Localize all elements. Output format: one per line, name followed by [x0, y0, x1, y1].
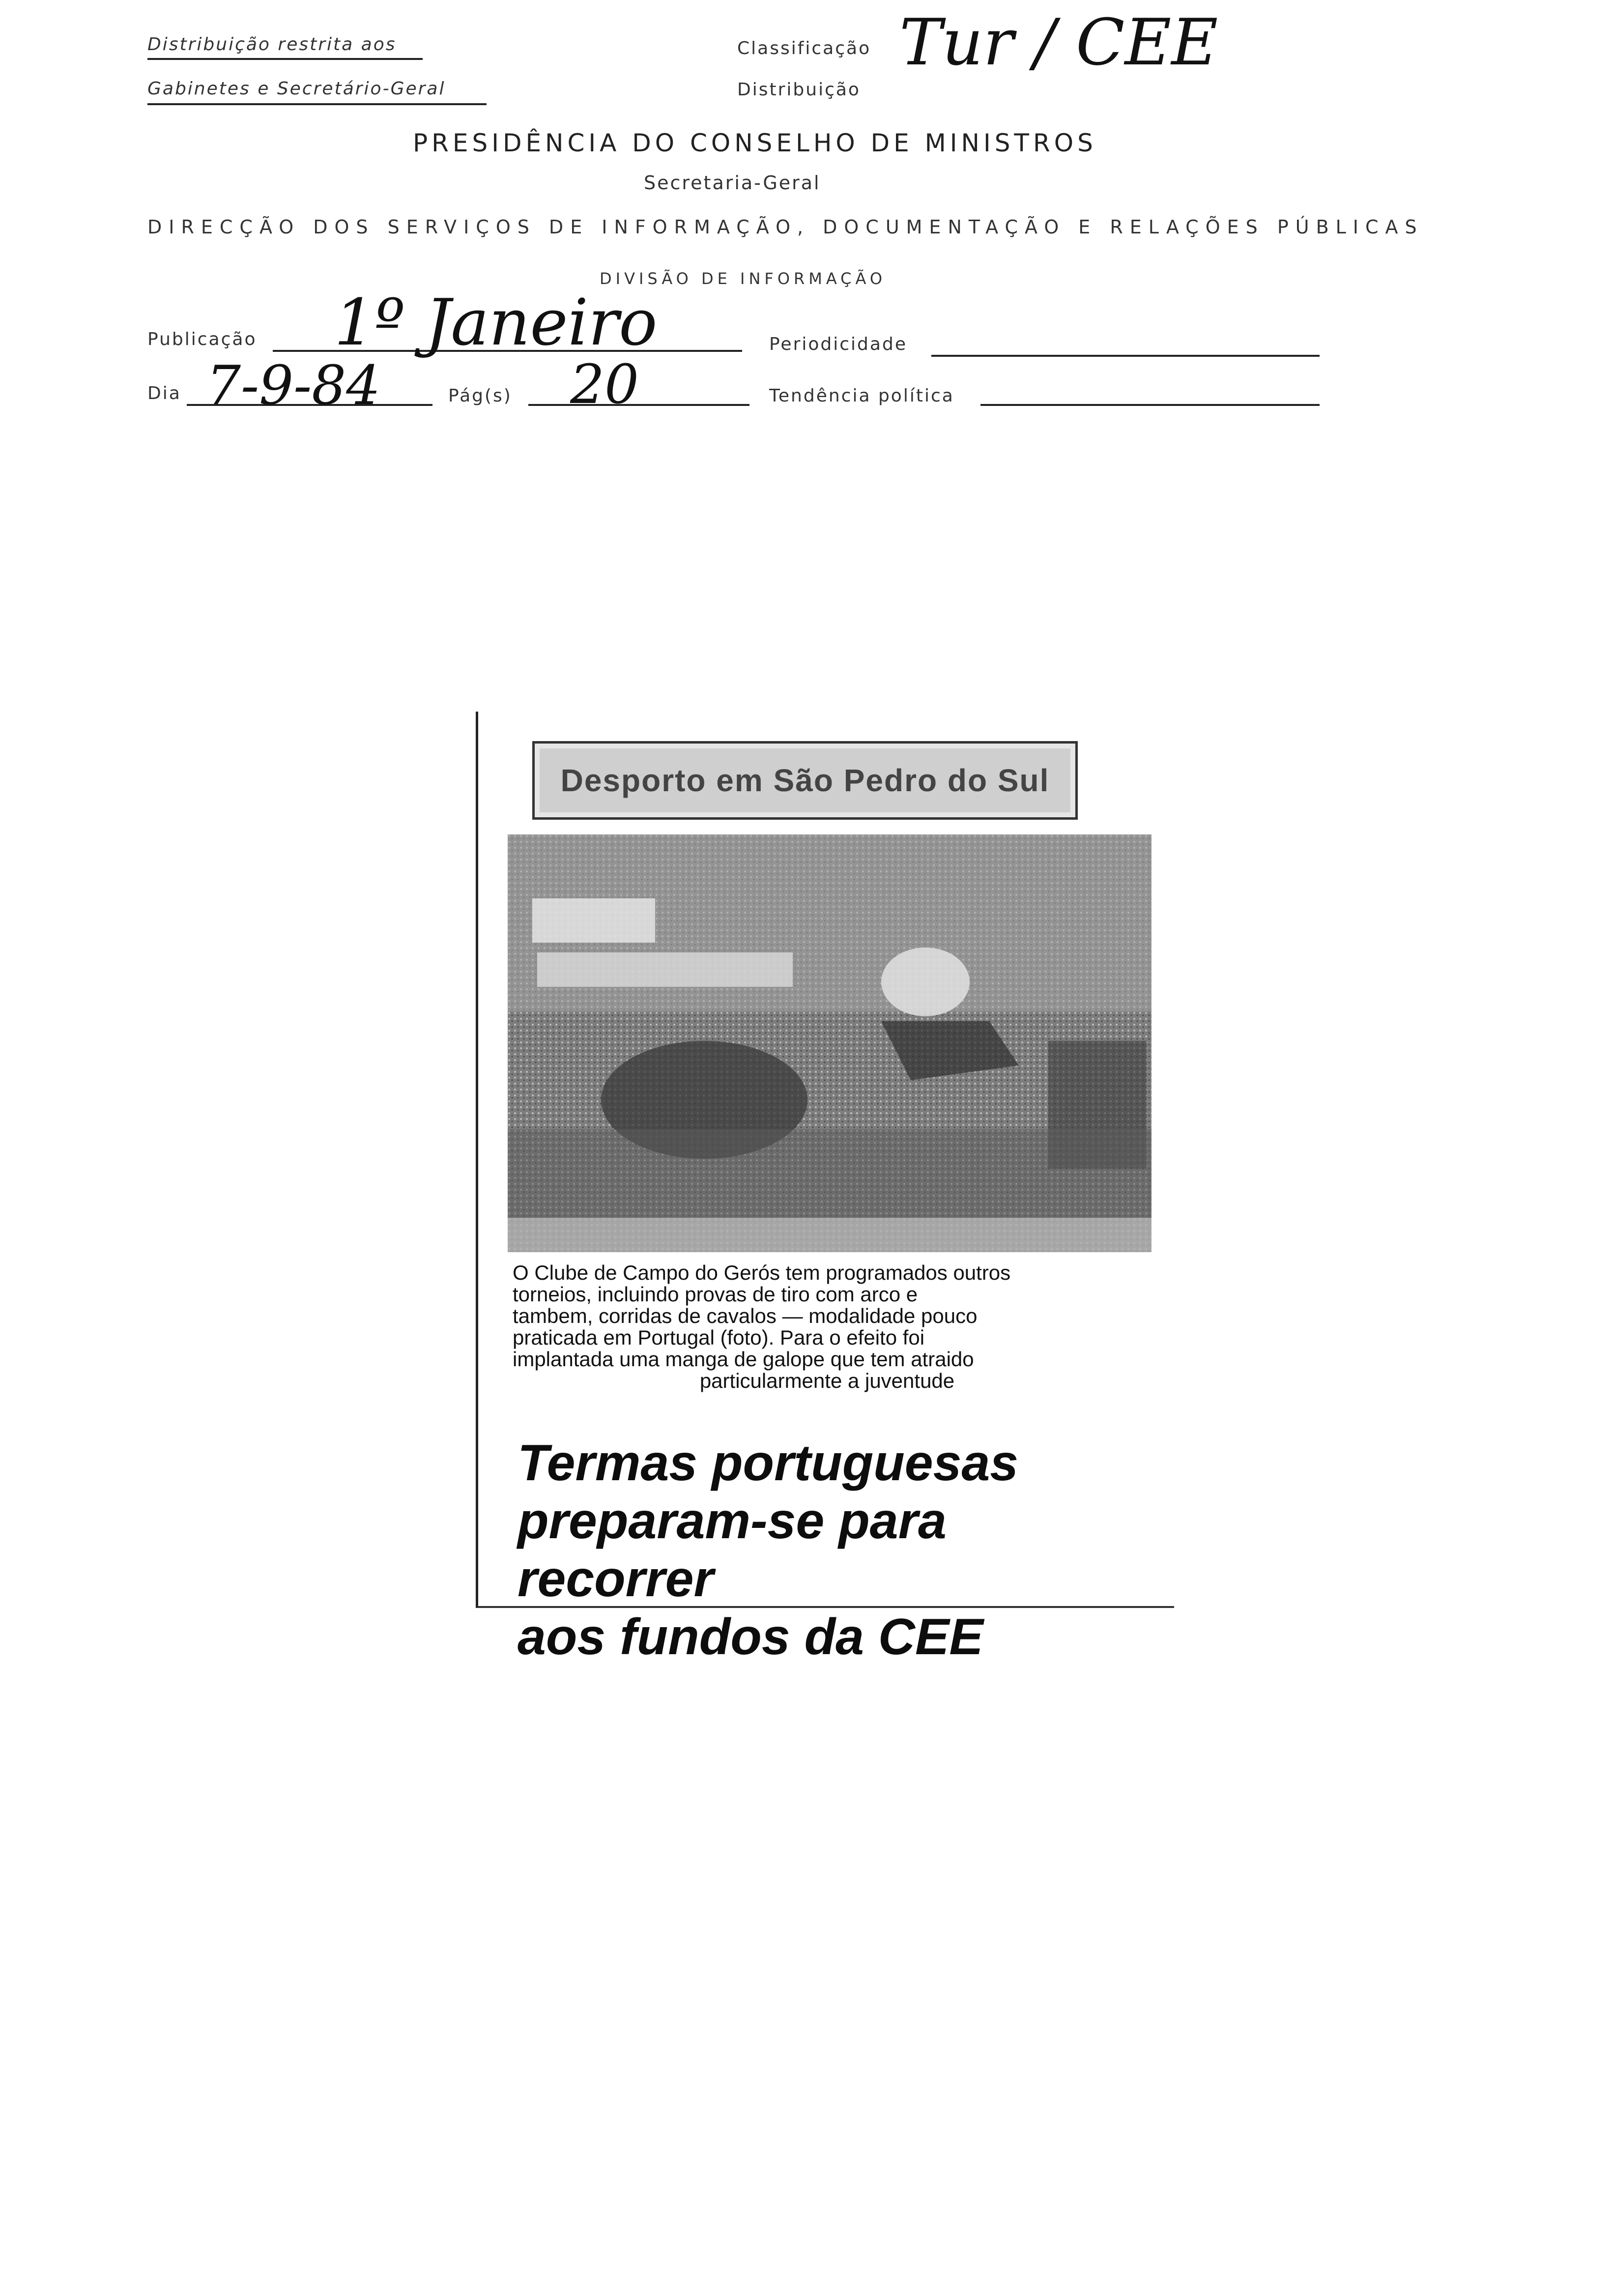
- caption-line: implantada uma manga de galope que tem atraido: [513, 1348, 974, 1371]
- direction-title: DIRECÇÃO DOS SERVIÇOS DE INFORMAÇÃO, DOCUMENTAÇÃO E RELAÇÕES PÚBLICAS: [147, 216, 1424, 238]
- headline-line: preparam-se para recorrer: [518, 1492, 947, 1607]
- caption-line: torneios, incluindo provas de tiro com arco e: [513, 1283, 918, 1306]
- political-tendency-label: Tendência política: [769, 386, 954, 406]
- pages-label: Pág(s): [448, 386, 512, 406]
- pages-handwritten: 20: [570, 353, 639, 416]
- distribution-underline-2: [147, 103, 487, 105]
- headline-line: Termas portuguesas: [518, 1435, 1019, 1492]
- distribution-restriction-line1: Distribuição restrita aos: [147, 34, 397, 55]
- caption-line: particularmente a juventude: [699, 1369, 955, 1392]
- distribution-label: Distribuição: [737, 80, 861, 100]
- horse-race-photo: [508, 834, 1151, 1252]
- distribution-restriction-line2: Gabinetes e Secretário-Geral: [147, 79, 446, 99]
- section-title-box: [532, 741, 1078, 820]
- caption-line: tambem, corridas de cavalos — modalidade pouco: [513, 1304, 978, 1327]
- pages-underline: [528, 404, 749, 406]
- presidency-title: PRESIDÊNCIA DO CONSELHO DE MINISTROS: [413, 129, 1097, 157]
- caption-line: praticada em Portugal (foto). Para o efeito foi: [513, 1326, 925, 1349]
- distribution-underline-1: [147, 58, 423, 60]
- publication-label: Publicação: [147, 329, 257, 349]
- day-label: Dia: [147, 383, 181, 403]
- periodicity-label: Periodicidade: [769, 334, 907, 354]
- article-headline: [518, 1434, 1156, 1666]
- secretariat-title: Secretaria-Geral: [644, 172, 821, 194]
- photo-caption: [513, 1262, 1142, 1392]
- newspaper-clipping: [476, 712, 1174, 1665]
- headline-line: aos fundos da CEE: [518, 1608, 983, 1665]
- caption-line: O Clube de Campo do Gerós tem programados outros: [513, 1261, 1011, 1284]
- political-tendency-underline: [980, 404, 1320, 406]
- classification-label: Classificação: [737, 38, 871, 58]
- section-title: Desporto em São Pedro do Sul: [560, 763, 1050, 798]
- day-handwritten: 7-9-84: [206, 354, 381, 417]
- periodicity-underline: [931, 355, 1320, 357]
- photo-illustration: [508, 834, 1151, 1252]
- classification-handwritten: Tur / CEE: [899, 5, 1218, 80]
- publication-handwritten: 1º Janeiro: [334, 285, 658, 360]
- division-title: DIVISÃO DE INFORMAÇÃO: [600, 269, 887, 288]
